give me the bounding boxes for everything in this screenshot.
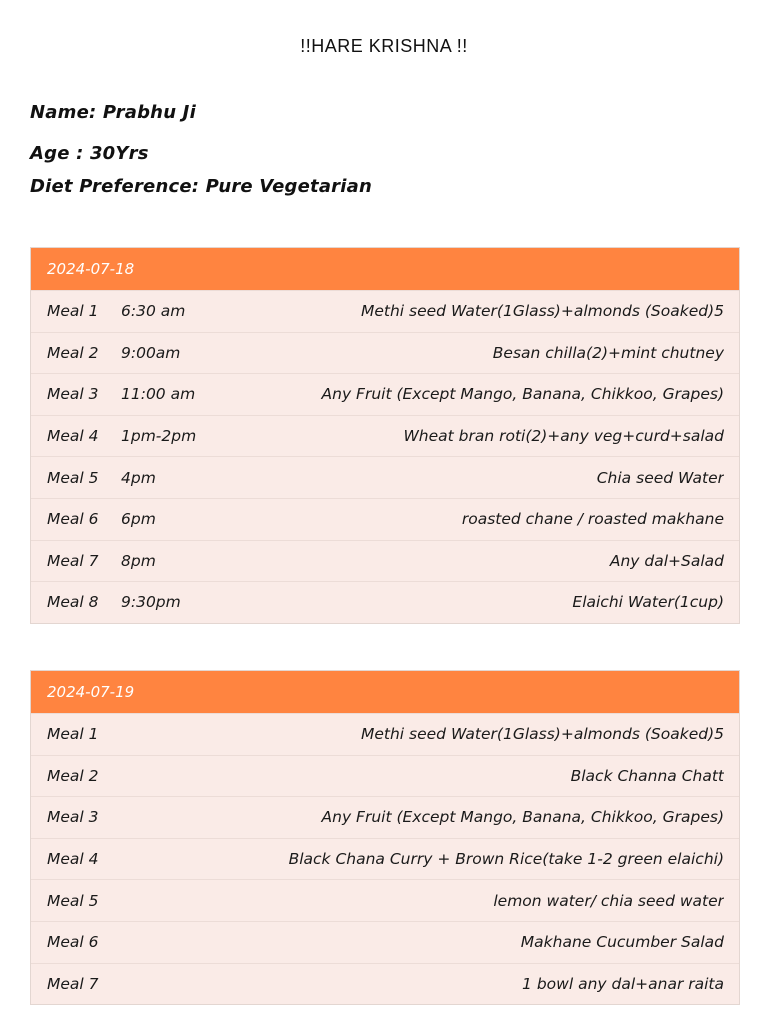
meal-row xyxy=(31,540,739,582)
meal-row xyxy=(31,415,739,457)
meal-description: Elaichi Water(1cup) xyxy=(572,593,724,612)
meal-time: 4pm xyxy=(121,468,156,487)
meal-row xyxy=(31,755,739,797)
day-schedule-table xyxy=(30,247,740,624)
meal-time: 9:30pm xyxy=(121,593,181,612)
meal-label: Meal 4 xyxy=(47,427,99,446)
meal-description: Besan chilla(2)+mint chutney xyxy=(492,343,724,362)
profile-diet-preference: Diet Preference: Pure Vegetarian xyxy=(30,176,372,197)
meal-row xyxy=(31,290,739,332)
meal-time: 11:00 am xyxy=(121,385,196,404)
meal-label: Meal 7 xyxy=(47,551,99,570)
meal-description: Black Chana Curry + Brown Rice(take 1-2 green elaichi) xyxy=(288,850,724,869)
meal-description: roasted chane / roasted makhane xyxy=(461,510,724,529)
meal-time: 6pm xyxy=(121,510,156,529)
meal-description: Chia seed Water xyxy=(596,468,724,487)
meal-description: Wheat bran roti(2)+any veg+curd+salad xyxy=(403,427,724,446)
meal-description: Black Channa Chatt xyxy=(570,766,724,785)
meal-description: Any Fruit (Except Mango, Banana, Chikkoo, Grapes) xyxy=(321,808,724,827)
meal-row xyxy=(31,713,739,755)
day-date: 2024-07-19 xyxy=(47,683,135,701)
meal-row xyxy=(31,373,739,415)
meal-label: Meal 8 xyxy=(47,593,99,612)
meal-description: Any Fruit (Except Mango, Banana, Chikkoo, Grapes) xyxy=(321,385,724,404)
meal-row xyxy=(31,963,739,1005)
meal-label: Meal 7 xyxy=(47,974,99,993)
meal-label: Meal 6 xyxy=(47,510,99,529)
meal-label: Meal 2 xyxy=(47,343,99,362)
day-date: 2024-07-18 xyxy=(47,260,135,278)
meal-description: Methi seed Water(1Glass)+almonds (Soaked)5 xyxy=(360,302,724,321)
meal-row xyxy=(31,332,739,374)
meal-label: Meal 4 xyxy=(47,850,99,869)
meal-time: 6:30 am xyxy=(121,302,186,321)
meal-label: Meal 5 xyxy=(47,468,99,487)
meal-row xyxy=(31,838,739,880)
profile-name: Name: Prabhu Ji xyxy=(30,102,196,123)
meal-time: 8pm xyxy=(121,551,156,570)
meal-row xyxy=(31,581,739,623)
day-schedule-table xyxy=(30,670,740,1005)
meal-label: Meal 3 xyxy=(47,385,99,404)
meal-row xyxy=(31,456,739,498)
profile-age: Age : 30Yrs xyxy=(30,143,149,164)
meal-row xyxy=(31,879,739,921)
day-header xyxy=(31,248,739,290)
meal-description: 1 bowl any dal+anar raita xyxy=(522,974,724,993)
meal-description: lemon water/ chia seed water xyxy=(493,891,724,910)
meal-description: Makhane Cucumber Salad xyxy=(520,933,724,952)
meal-description: Methi seed Water(1Glass)+almonds (Soaked)5 xyxy=(360,725,724,744)
day-header xyxy=(31,671,739,713)
meal-label: Meal 1 xyxy=(47,302,99,321)
meal-label: Meal 1 xyxy=(47,725,99,744)
meal-label: Meal 2 xyxy=(47,766,99,785)
meal-row xyxy=(31,498,739,540)
meal-row xyxy=(31,921,739,963)
meal-row xyxy=(31,796,739,838)
meal-label: Meal 5 xyxy=(47,891,99,910)
meal-time: 9:00am xyxy=(121,343,181,362)
meal-label: Meal 3 xyxy=(47,808,99,827)
page-title: !!HARE KRISHNA !! xyxy=(300,36,468,56)
meal-label: Meal 6 xyxy=(47,933,99,952)
meal-description: Any dal+Salad xyxy=(609,551,724,570)
meal-time: 1pm-2pm xyxy=(121,427,197,446)
